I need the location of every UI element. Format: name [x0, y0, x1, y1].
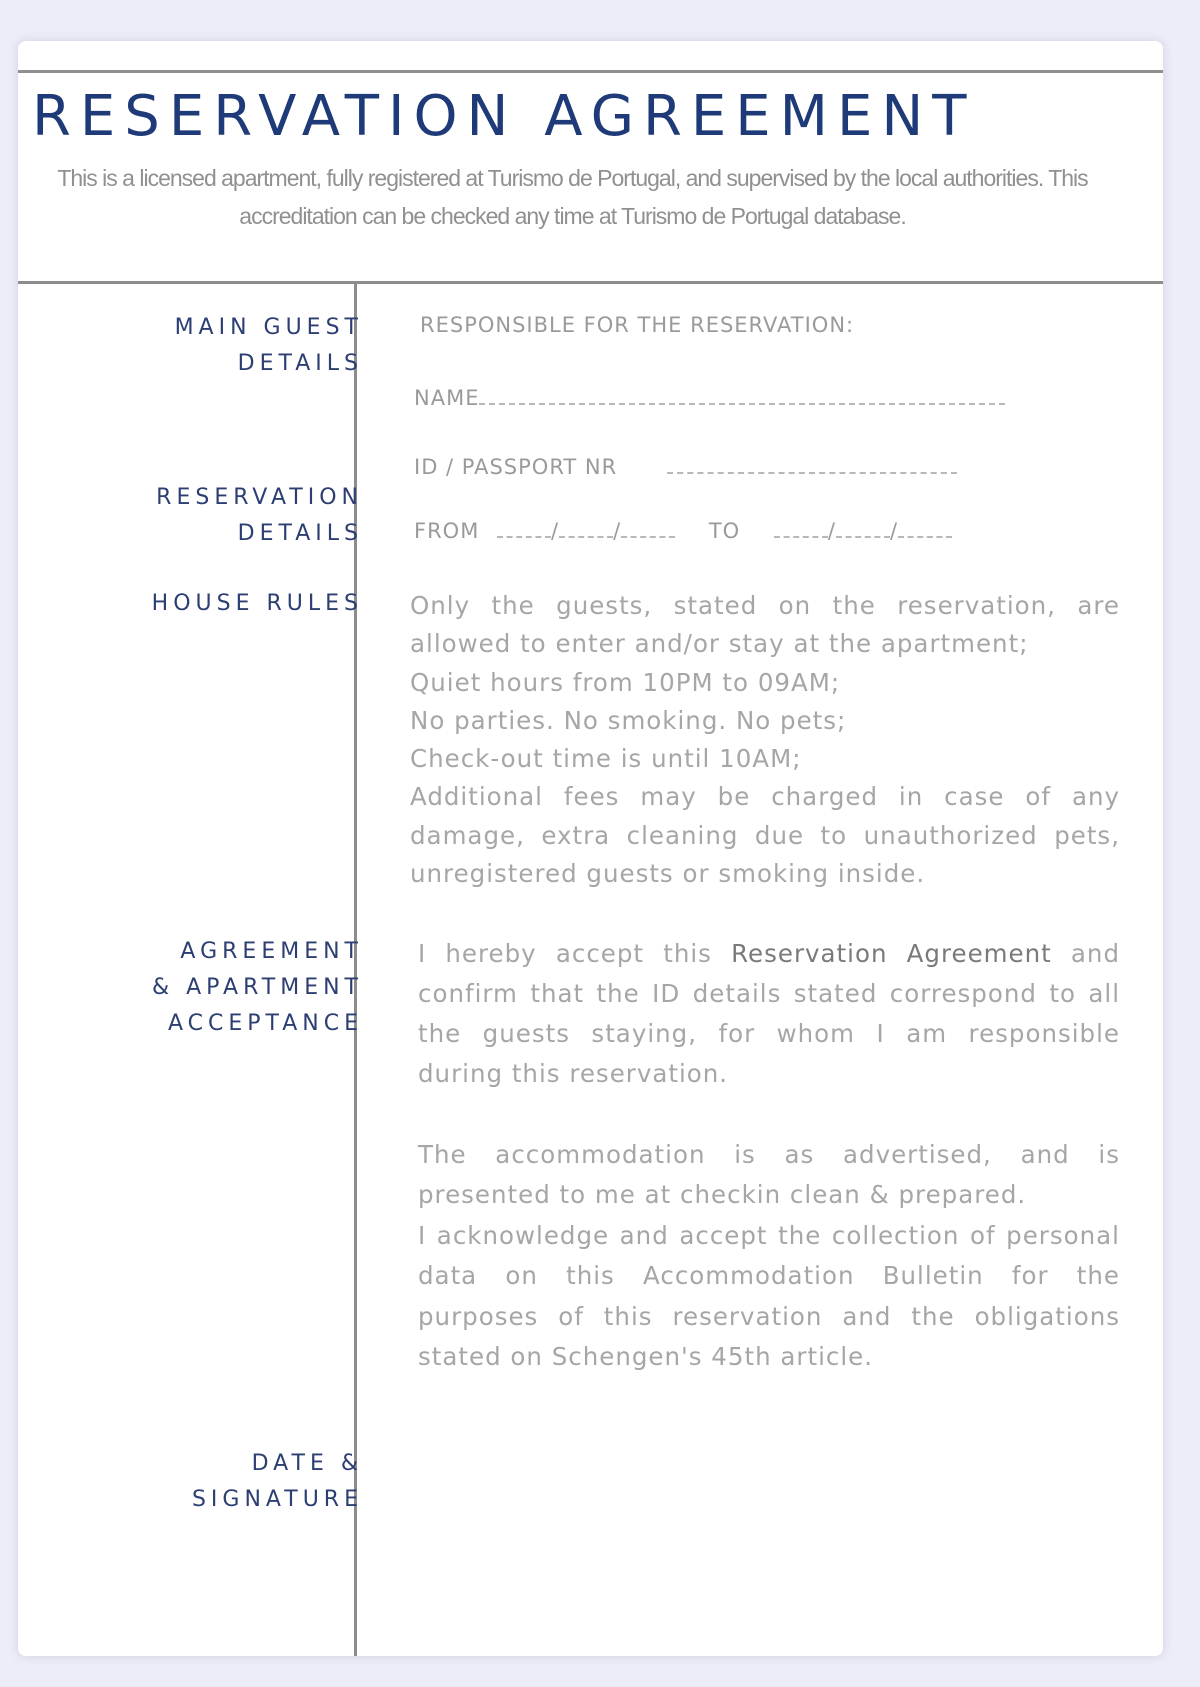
to-label: TO	[708, 519, 741, 543]
document-title: RESERVATION AGREEMENT	[32, 84, 976, 149]
date-range-field[interactable]	[414, 516, 952, 543]
from-month-line[interactable]	[559, 516, 613, 538]
from-label: FROM	[414, 519, 480, 543]
license-notice: This is a licensed apartment, fully registered at Turismo de Portugal, and supervised by the local authorities. This accreditation can be checked any time at Turismo de Portugal database.	[57, 165, 1088, 229]
section-agreement: AGREEMENT & APARTMENT ACCEPTANCE	[151, 939, 363, 1036]
to-sep-1: /	[827, 519, 836, 543]
section-signature: DATE & SIGNATURE	[191, 1451, 363, 1512]
house-rules-list	[410, 587, 1120, 893]
id-passport-input-line[interactable]	[667, 452, 957, 474]
name-field[interactable]	[414, 383, 1005, 410]
from-sep-2: /	[613, 519, 622, 543]
agreement-statement	[418, 934, 1120, 1094]
accommodation-statement: The accommodation is as advertised, and is presented to me at checkin clean & prepared.	[418, 1140, 1120, 1210]
from-year-line[interactable]	[621, 516, 675, 538]
responsible-label: RESPONSIBLE FOR THE RESERVATION:	[420, 313, 855, 337]
from-day-line[interactable]	[497, 516, 551, 538]
to-sep-2: /	[889, 519, 899, 543]
to-day-line[interactable]	[774, 516, 828, 538]
agreement-emphasis: Reservation Agreement	[731, 939, 1052, 968]
id-passport-field[interactable]	[414, 452, 957, 479]
acceptance-statements	[418, 1135, 1120, 1377]
rule-checkout: Check-out time is until 10AM;	[410, 744, 802, 774]
id-passport-label: ID / PASSPORT NR	[414, 455, 618, 479]
agreement-before: I hereby accept this	[418, 939, 732, 968]
rule-guests-only: Only the guests, stated on the reservation, are allowed to enter and/or stay at the apartment;	[410, 591, 1120, 659]
section-main-guest: MAIN GUEST DETAILS	[174, 315, 363, 376]
name-label: NAME	[414, 386, 480, 410]
agreement-after: and confirm that the ID details stated correspond to all the guests staying, for whom I am responsible during this reservation.	[418, 939, 1121, 1088]
section-reservation: RESERVATION DETAILS	[156, 485, 363, 546]
name-input-line[interactable]	[479, 383, 1005, 405]
header-rule	[18, 281, 1163, 284]
rule-no-parties: No parties. No smoking. No pets;	[410, 705, 847, 735]
from-sep-1: /	[551, 519, 560, 543]
section-house-rules: HOUSE RULES	[151, 591, 363, 616]
to-year-line[interactable]	[898, 516, 952, 538]
data-consent-statement: I acknowledge and accept the collection of personal data on this Accommodation Bulletin for the purposes of this reservation and the obligations stated on Schengen's 45th article.	[418, 1220, 1120, 1372]
to-month-line[interactable]	[836, 516, 890, 538]
rule-quiet-hours: Quiet hours from 10PM to 09AM;	[410, 667, 841, 697]
top-rule	[18, 70, 1163, 73]
rule-additional-fees: Additional fees may be charged in case of any damage, extra cleaning due to unauthorized pets, unregistered guests or smoking inside.	[410, 782, 1120, 889]
